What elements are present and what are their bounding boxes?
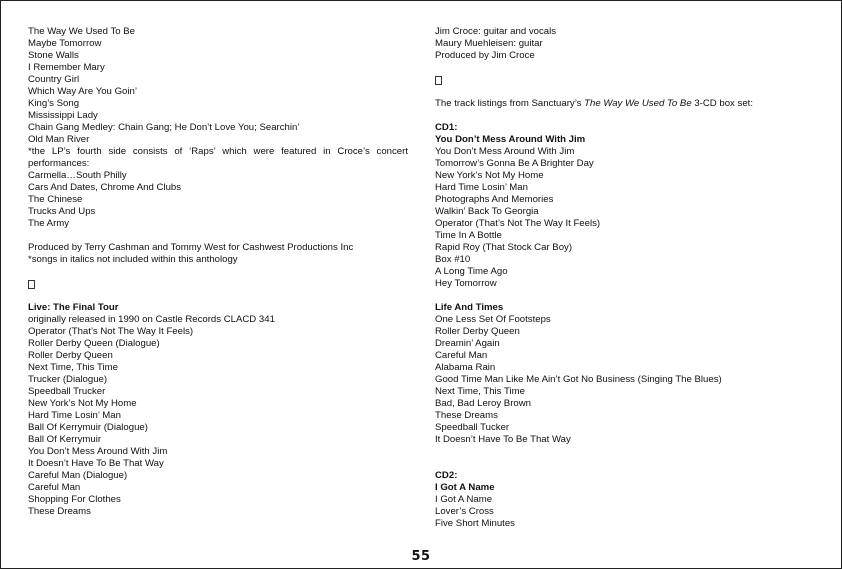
missing-glyph-box	[435, 74, 815, 86]
track-item: Next Time, This Time	[435, 386, 525, 397]
credit-line: Maury Muehleisen: guitar	[435, 38, 543, 49]
fourth-side-note: *the LP’s fourth side consists of ‘Raps’ which were featured in Croce’s concert performances:	[28, 146, 408, 169]
track-item: Stone Walls	[28, 50, 79, 61]
track-item: Five Short Minutes	[435, 518, 515, 529]
track-item: Ball Of Kerrymuir	[28, 434, 102, 445]
track-item: Rapid Roy (That Stock Car Boy)	[435, 242, 573, 253]
live-album-release-info: originally released in 1990 on Castle Records CLACD 341	[28, 314, 275, 325]
track-item: It Doesn’t Have To Be That Way	[435, 434, 571, 445]
track-item: Next Time, This Time	[28, 362, 118, 373]
track-item: You Don’t Mess Around With Jim	[28, 446, 168, 457]
track-item: Country Girl	[28, 74, 80, 85]
spacer	[435, 290, 815, 302]
spacer	[435, 458, 815, 470]
cd1-label: CD1:	[435, 122, 458, 133]
track-item: Mississippi Lady	[28, 110, 98, 121]
track-item: Speedball Tucker	[435, 422, 510, 433]
track-item: One Less Set Of Footsteps	[435, 314, 551, 325]
box-set-title: The Way We Used To Be	[584, 98, 692, 109]
spacer	[435, 110, 815, 122]
track-item: Careful Man	[28, 482, 81, 493]
track-item: You Don’t Mess Around With Jim	[435, 146, 575, 157]
rap-item: Carmella…South Philly	[28, 170, 127, 181]
raps-list	[28, 170, 408, 230]
track-item: Trucker (Dialogue)	[28, 374, 108, 385]
discography-track-list	[28, 26, 408, 146]
track-item: New York’s Not My Home	[435, 170, 544, 181]
left-column	[28, 26, 408, 518]
track-item: Maybe Tomorrow	[28, 38, 102, 49]
album-title: I Got A Name	[435, 482, 495, 493]
spacer	[435, 446, 815, 458]
spacer	[28, 230, 408, 242]
track-item: Speedball Trucker	[28, 386, 106, 397]
track-item: Roller Derby Queen	[28, 350, 113, 361]
intro-text: The track listings from Sanctuary’s	[435, 98, 585, 109]
track-item: Roller Derby Queen (Dialogue)	[28, 338, 160, 349]
spacer	[435, 62, 815, 74]
rap-item: The Army	[28, 218, 70, 229]
track-item: The Way We Used To Be	[28, 26, 135, 37]
track-item: Lover’s Cross	[435, 506, 494, 517]
track-item: Shopping For Clothes	[28, 494, 121, 505]
album-title: Life And Times	[435, 302, 504, 313]
track-item: Roller Derby Queen	[435, 326, 520, 337]
track-item: Careful Man (Dialogue)	[28, 470, 128, 481]
spacer	[28, 290, 408, 302]
album-title: You Don’t Mess Around With Jim	[435, 134, 586, 145]
track-item: Photographs And Memories	[435, 194, 554, 205]
live-album-title: Live: The Final Tour	[28, 302, 119, 313]
track-item: Dreamin’ Again	[435, 338, 500, 349]
right-column	[435, 26, 815, 530]
cd2-album1-track-list	[435, 494, 815, 530]
credit-line: Produced by Jim Croce	[435, 50, 535, 61]
track-item: Tomorrow’s Gonna Be A Brighter Day	[435, 158, 594, 169]
rap-item: The Chinese	[28, 194, 83, 205]
track-item: Careful Man	[435, 350, 488, 361]
track-item: I Got A Name	[435, 494, 493, 505]
track-item: Old Man River	[28, 134, 90, 145]
track-item: Chain Gang Medley: Chain Gang; He Don’t Love You; Searchin’	[28, 122, 300, 133]
cd2-label: CD2:	[435, 470, 458, 481]
track-item: New York’s Not My Home	[28, 398, 137, 409]
track-item: Bad, Bad Leroy Brown	[435, 398, 531, 409]
spacer	[28, 266, 408, 278]
track-item: Alabama Rain	[435, 362, 496, 373]
track-item: These Dreams	[28, 506, 91, 517]
producer-credit: Produced by Terry Cashman and Tommy West for Cashwest Productions Inc	[28, 242, 354, 253]
missing-glyph-box	[28, 278, 408, 290]
cd1-album1-track-list	[435, 146, 815, 290]
track-item: Walkin’ Back To Georgia	[435, 206, 539, 217]
track-item: It Doesn’t Have To Be That Way	[28, 458, 164, 469]
track-item: Operator (That’s Not The Way It Feels)	[435, 218, 601, 229]
track-item: Good Time Man Like Me Ain’t Got No Business (Singing The Blues)	[435, 374, 722, 385]
intro-text: 3-CD box set:	[691, 98, 753, 109]
track-item: Ball Of Kerrymuir (Dialogue)	[28, 422, 148, 433]
track-item: Hey Tomorrow	[435, 278, 497, 289]
track-item: I Remember Mary	[28, 62, 105, 73]
credit-line: Jim Croce: guitar and vocals	[435, 26, 557, 37]
track-item: A Long Time Ago	[435, 266, 508, 277]
track-item: Operator (That’s Not The Way It Feels)	[28, 326, 194, 337]
rap-item: Trucks And Ups	[28, 206, 96, 217]
track-item: King’s Song	[28, 98, 80, 109]
track-item: Time In A Bottle	[435, 230, 502, 241]
rap-item: Cars And Dates, Chrome And Clubs	[28, 182, 182, 193]
italics-footnote: *songs in italics not included within this anthology	[28, 254, 238, 265]
cd1-album2-track-list	[435, 314, 815, 446]
track-item: Hard Time Losin’ Man	[435, 182, 528, 193]
track-item: Hard Time Losin’ Man	[28, 410, 121, 421]
spacer	[435, 86, 815, 98]
track-item: Box #10	[435, 254, 471, 265]
track-item: Which Way Are You Goin’	[28, 86, 137, 97]
page-number: 55	[411, 549, 431, 564]
track-item: These Dreams	[435, 410, 498, 421]
live-track-list	[28, 326, 408, 518]
box-set-intro	[435, 98, 815, 110]
